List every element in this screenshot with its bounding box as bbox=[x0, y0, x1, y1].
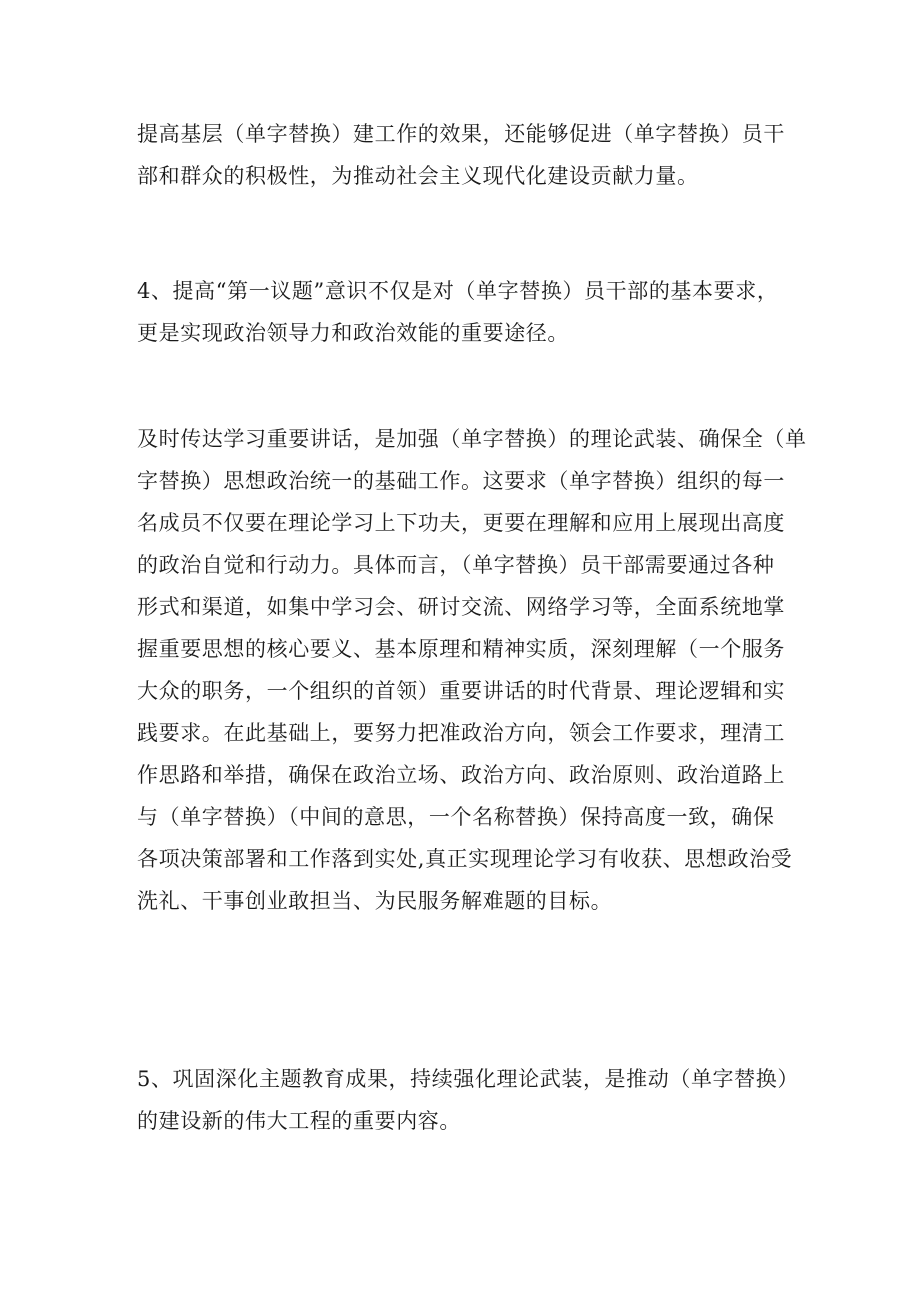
text-line: 作思路和举措，确保在政治立场、政治方向、政治原则、政治道路上 bbox=[137, 763, 785, 787]
paragraph-1 bbox=[137, 113, 797, 197]
text-line: 4、提高“第一议题”意识不仅是对（单字替换）员干部的基本要求， bbox=[137, 279, 779, 303]
paragraph-3 bbox=[137, 418, 807, 922]
text-line: 形式和渠道，如集中学习会、研讨交流、网络学习等，全面系统地掌 bbox=[137, 595, 785, 619]
text-line: 握重要思想的核心要义、基本原理和精神实质，深刻理解（一个服务 bbox=[137, 637, 785, 661]
text-line: 5、巩固深化主题教育成果，持续强化理论武装，是推动（单字替换） bbox=[137, 1067, 799, 1091]
text-line: 的政治自觉和行动力。具体而言，（单字替换）员干部需要通过各种 bbox=[137, 553, 775, 577]
text-line: 大众的职务，一个组织的首领）重要讲话的时代背景、理论逻辑和实 bbox=[137, 679, 785, 703]
text-line: 的建设新的伟大工程的重要内容。 bbox=[137, 1109, 461, 1133]
text-line: 字替换）思想政治统一的基础工作。这要求（单字替换）组织的每一 bbox=[137, 469, 785, 493]
paragraph-2 bbox=[137, 270, 797, 354]
text-line: 名成员不仅要在理论学习上下功夫，更要在理解和应用上展现出高度 bbox=[137, 511, 785, 535]
text-line: 及时传达学习重要讲话，是加强（单字替换）的理论武装、确保全（单 bbox=[137, 427, 807, 451]
text-line: 践要求。在此基础上，要努力把准政治方向，领会工作要求，理清工 bbox=[137, 721, 785, 745]
text-line: 与（单字替换）（中间的意思，一个名称替换）保持高度一致，确保 bbox=[137, 805, 775, 829]
text-line: 部和群众的积极性，为推动社会主义现代化建设贡献力量。 bbox=[137, 164, 699, 188]
text-line: 各项决策部署和工作落到实处,真正实现理论学习有收获、思想政治受 bbox=[137, 847, 793, 871]
paragraph-4 bbox=[137, 1058, 797, 1142]
text-line: 提高基层（单字替换）建工作的效果，还能够促进（单字替换）员干 bbox=[137, 122, 785, 146]
text-line: 更是实现政治领导力和政治效能的重要途径。 bbox=[137, 321, 569, 345]
text-line: 洗礼、干事创业敢担当、为民服务解难题的目标。 bbox=[137, 889, 613, 913]
